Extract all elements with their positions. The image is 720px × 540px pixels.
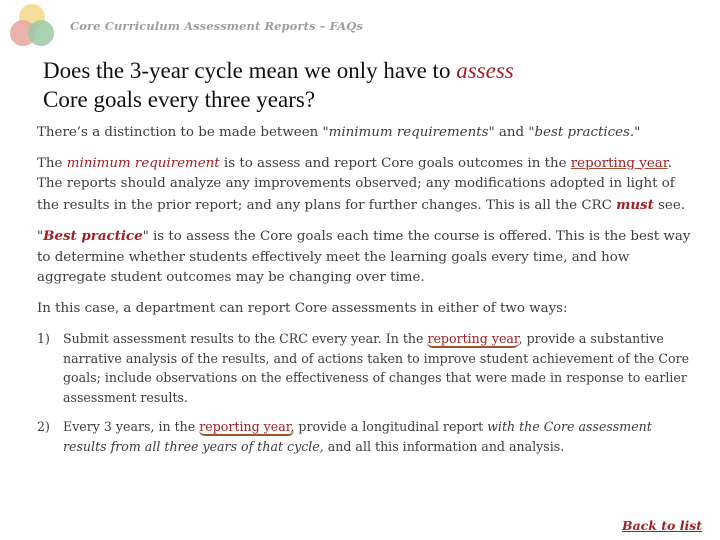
p2-text-2: is to assess and report Core goals outcomes in the (219, 155, 571, 171)
list-item-number: 2) (37, 419, 50, 434)
answer-paragraph-4: In this case, a department can report Core assessments in either of two ways: (37, 300, 568, 316)
p1-emphasis-best: best practices. (534, 125, 635, 140)
question-accent-word: assess (456, 58, 514, 83)
p1-text-3: " (634, 125, 641, 140)
p3-text-1: " (37, 229, 44, 244)
list-item-1-text-2: , provide a substantive narrative analysis of the results, and of actions taken to improve student achievement of the Core goals; include observations on the effectiveness of changes that were made in response to earlier assessment results. (63, 331, 690, 405)
list-item-2-text-1: Every 3 years, in the (63, 419, 200, 434)
p2-text-4: see. (653, 197, 686, 213)
list-item-number: 1) (37, 331, 50, 346)
reporting-year-link[interactable]: reporting year (427, 331, 519, 346)
p3-emphasis-best-practice: Best practice (43, 228, 143, 244)
p1-text-1: There’s a distinction to be made between " (37, 125, 329, 140)
back-to-list-link[interactable]: Back to list (622, 518, 703, 533)
p1-text-2: " and " (488, 125, 535, 140)
p2-text-1: The (37, 155, 67, 171)
p1-emphasis-minimum: minimum requirements (328, 125, 489, 140)
header-title: Core Curriculum Assessment Reports – FAQs (70, 19, 363, 33)
reporting-year-link[interactable]: reporting year (570, 155, 668, 171)
question-text-after: Core goals every three years? (43, 87, 316, 112)
options-list (37, 329, 695, 456)
reporting-year-link[interactable]: reporting year, (199, 419, 295, 434)
list-item (37, 329, 695, 407)
answer-paragraph-2 (37, 154, 695, 217)
p2-emphasis-must: must (616, 196, 654, 213)
p3-text-2: " is to assess the Core goals each time the course is offered. This is the best way to determine whether students effectively meet the learning goals every time, and how aggregate student outcomes may be changing over time. (37, 229, 691, 285)
p2-text-3: . The reports should analyze any improvements observed; any modifications adopted in light of the results in the prior report; and any plans for further changes. This is all the CRC (37, 155, 675, 213)
list-item-1-text-1: Submit assessment results to the CRC every year. In the (63, 331, 428, 346)
list-item-2-text-2: provide a longitudinal report (294, 419, 488, 434)
list-item-2-emphasis: with the Core assessment results from all three years of that cycle, (63, 419, 652, 454)
list-item-2-text-3: and all this information and analysis. (323, 438, 565, 454)
answer-paragraph-1 (37, 123, 695, 144)
faq-answer (37, 123, 695, 466)
p2-emphasis-minimum-requirement: minimum requirement (66, 155, 220, 171)
list-item (37, 417, 695, 456)
answer-paragraph-3 (37, 226, 695, 289)
faq-question (43, 56, 683, 114)
question-text-before: Does the 3-year cycle mean we only have to (43, 58, 457, 83)
three-circles-venn-logo (6, 2, 58, 50)
